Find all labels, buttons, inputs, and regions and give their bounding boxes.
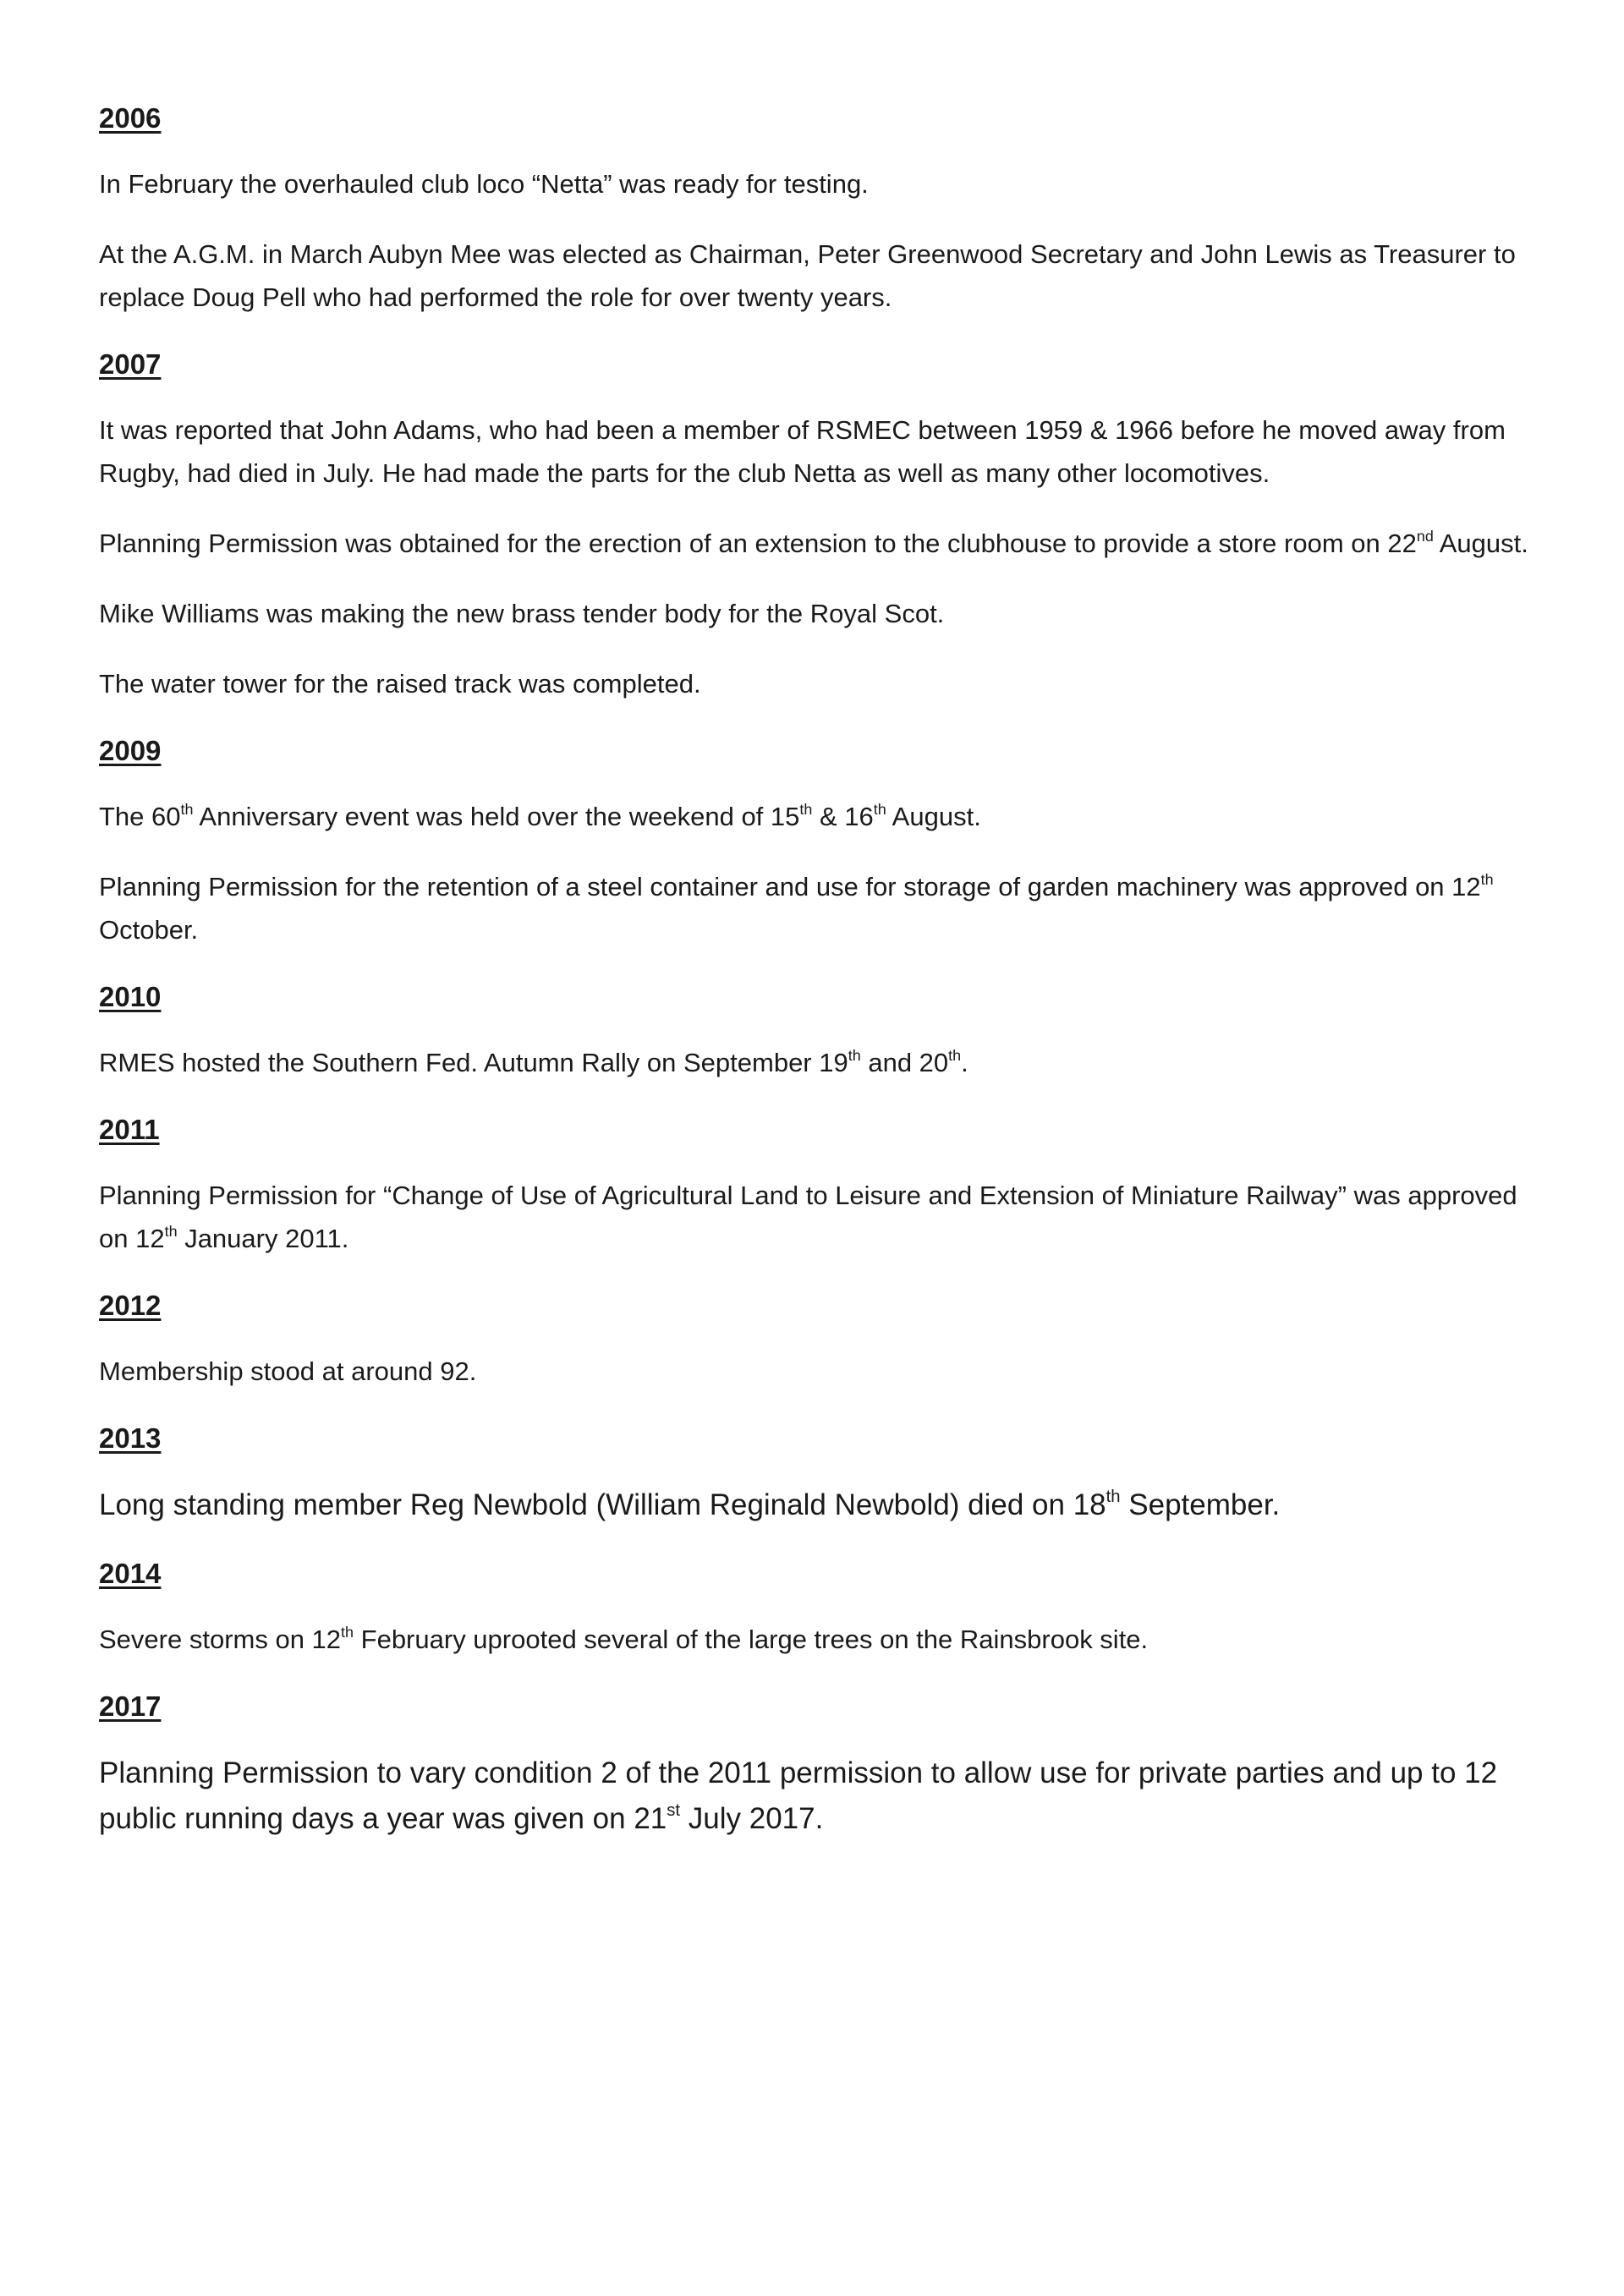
entry-text: & 16: [812, 802, 874, 831]
year-section: [99, 1420, 1539, 1528]
entry-text: and 20: [860, 1048, 949, 1077]
year-section: [99, 100, 1539, 319]
entry-text: Planning Permission for “Change of Use of Agricultural Land to Leisure and Extension of Miniature Railway” was approved on 12: [99, 1181, 1517, 1253]
year-heading: 2012: [99, 1290, 162, 1321]
entry-text: The water tower for the raised track was completed.: [99, 669, 701, 699]
year-heading: 2014: [99, 1558, 162, 1589]
entry-text: Severe storms on 12: [99, 1625, 342, 1654]
entry-text: Planning Permission was obtained for the erection of an extension to the clubhouse to provide a store room on 22: [99, 529, 1417, 558]
year-heading: 2011: [99, 1114, 160, 1145]
year-section: [99, 978, 1539, 1084]
entry-paragraph: [99, 162, 1539, 205]
ordinal-suffix: st: [667, 1800, 681, 1820]
entry-paragraph: [99, 1350, 1539, 1393]
entry-text: August.: [886, 802, 981, 831]
entry-text: Mike Williams was making the new brass tender body for the Royal Scot.: [99, 599, 945, 628]
entry-text: January 2011.: [177, 1224, 349, 1253]
entry-text: February uprooted several of the large trees on the Rainsbrook site.: [354, 1625, 1149, 1654]
year-section: [99, 1287, 1539, 1393]
year-heading: 2010: [99, 981, 162, 1012]
entry-paragraph: [99, 865, 1539, 951]
entry-text: At the A.G.M. in March Aubyn Mee was elected as Chairman, Peter Greenwood Secretary and John Lewis as Treasurer to replace Doug Pell who had performed the role for over twenty years.: [99, 239, 1516, 312]
entry-paragraph: [99, 408, 1539, 495]
entry-text: .: [961, 1048, 968, 1077]
year-heading: 2006: [99, 102, 162, 134]
entry-paragraph: [99, 1174, 1539, 1260]
year-section: [99, 732, 1539, 951]
entry-paragraph: [99, 1618, 1539, 1661]
year-heading: 2009: [99, 735, 162, 766]
ordinal-suffix: nd: [1416, 527, 1434, 545]
year-section: [99, 346, 1539, 705]
entry-text: Long standing member Reg Newbold (William Reginald Newbold) died on 18: [99, 1488, 1106, 1521]
entry-paragraph: [99, 233, 1539, 319]
entry-text: Planning Permission for the retention of a steel container and use for storage of garden machinery was approved on 12: [99, 872, 1481, 901]
entry-paragraph: [99, 1041, 1539, 1084]
entry-text: Anniversary event was held over the weekend of 15: [193, 802, 800, 831]
year-heading: 2007: [99, 348, 162, 380]
entry-paragraph: [99, 1482, 1539, 1528]
ordinal-suffix: th: [164, 1222, 178, 1240]
entry-text: RMES hosted the Southern Fed. Autumn Rally on September 19: [99, 1048, 848, 1077]
year-section: [99, 1555, 1539, 1661]
entry-text: September.: [1120, 1488, 1281, 1521]
ordinal-suffix: th: [848, 1046, 861, 1064]
year-heading: 2017: [99, 1690, 162, 1722]
ordinal-suffix: th: [873, 800, 886, 818]
ordinal-suffix: th: [1480, 870, 1494, 888]
ordinal-suffix: th: [799, 800, 813, 818]
entry-text: Planning Permission to vary condition 2 of the 2011 permission to allow use for private parties and up to 12 public running days a year was given on 21: [99, 1756, 1498, 1835]
entry-paragraph: [99, 592, 1539, 635]
entry-text: It was reported that John Adams, who had been a member of RSMEC between 1959 & 1966 before he moved away from Rugby, had died in July. He had made the parts for the club Netta as well as many other locomotives.: [99, 415, 1506, 488]
year-section: [99, 1688, 1539, 1842]
entry-text: The 60: [99, 802, 181, 831]
ordinal-suffix: th: [180, 800, 194, 818]
ordinal-suffix: th: [341, 1623, 354, 1641]
entry-paragraph: [99, 1751, 1539, 1842]
ordinal-suffix: th: [948, 1046, 962, 1064]
year-section: [99, 1111, 1539, 1260]
entry-text: October.: [99, 915, 199, 945]
year-heading: 2013: [99, 1422, 162, 1454]
ordinal-suffix: th: [1106, 1487, 1121, 1506]
entry-paragraph: [99, 522, 1539, 565]
entry-paragraph: [99, 662, 1539, 705]
entry-paragraph: [99, 795, 1539, 838]
entry-text: Membership stood at around 92.: [99, 1356, 477, 1386]
entry-text: August.: [1433, 529, 1528, 558]
entry-text: In February the overhauled club loco “Netta” was ready for testing.: [99, 169, 869, 199]
entry-text: July 2017.: [680, 1802, 824, 1835]
